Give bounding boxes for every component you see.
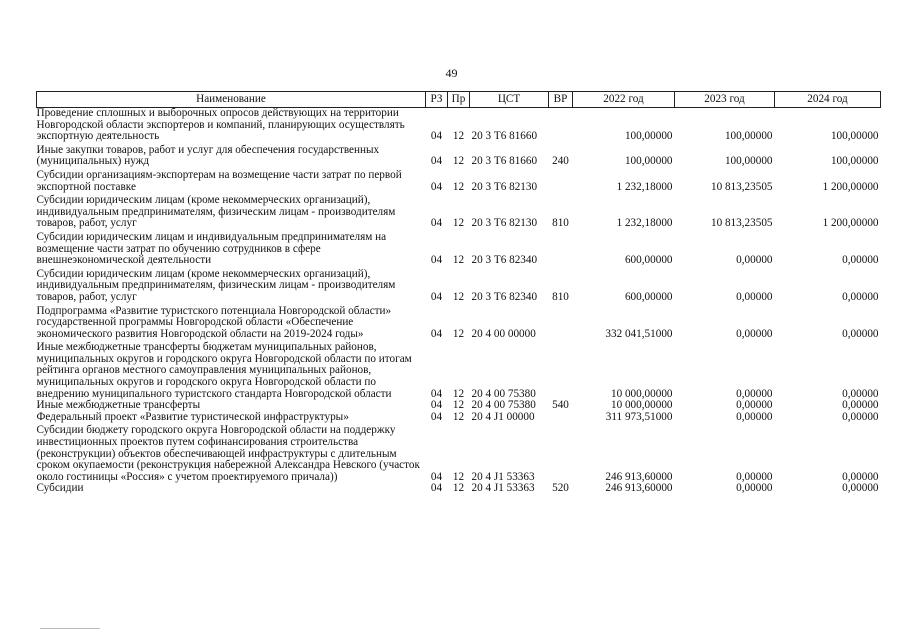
cell-vr: 520 bbox=[552, 482, 569, 495]
cell-cst: 20 3 Т6 82340 bbox=[471, 290, 538, 303]
cell-pr: 12 bbox=[452, 482, 465, 495]
cell-y2023: 10 813,23505 bbox=[710, 180, 773, 193]
cell-name: Субсидии организациям-экспортерам на возмещение части затрат по первой экспортной поставке bbox=[36, 168, 402, 193]
cell-rz: 04 bbox=[430, 155, 443, 168]
cell-rz: 04 bbox=[430, 327, 443, 340]
table-header-row bbox=[37, 92, 881, 108]
header-vr: ВР bbox=[549, 92, 573, 108]
table-row bbox=[37, 342, 881, 400]
budget-table bbox=[36, 91, 881, 495]
cell-y2022: 1 232,18000 bbox=[616, 217, 673, 230]
cell-y2022: 600,00000 bbox=[624, 290, 673, 303]
table-row bbox=[37, 108, 881, 145]
header-name: Наименование bbox=[37, 92, 426, 108]
cell-y2022: 100,00000 bbox=[624, 155, 673, 168]
cell-name: Подпрограмма «Развитие туристского потенциала Новгородской области» государственной программы Новгородской области «Обеспечение экономического развития Новгородской области на 2019-2024 годы» bbox=[36, 304, 392, 340]
cell-y2024: 0,00000 bbox=[842, 410, 879, 423]
cell-y2022: 10 000,00000 bbox=[610, 387, 673, 400]
cell-y2024: 100,00000 bbox=[830, 155, 879, 168]
cell-y2023: 0,00000 bbox=[736, 470, 773, 483]
cell-pr: 12 bbox=[452, 180, 465, 193]
cell-rz: 04 bbox=[430, 254, 443, 267]
cell-y2023: 10 813,23505 bbox=[710, 217, 773, 230]
cell-pr: 12 bbox=[452, 290, 465, 303]
cell-rz: 04 bbox=[430, 290, 443, 303]
table-row bbox=[37, 483, 881, 495]
cell-y2022: 100,00000 bbox=[624, 130, 673, 143]
footer-rule bbox=[40, 628, 100, 629]
cell-y2024: 0,00000 bbox=[842, 254, 879, 267]
cell-y2023: 0,00000 bbox=[736, 482, 773, 495]
cell-rz: 04 bbox=[430, 180, 443, 193]
cell-cst: 20 4 00 00000 bbox=[471, 327, 536, 340]
page-number: 49 bbox=[445, 66, 458, 80]
cell-rz: 04 bbox=[430, 387, 443, 400]
header-rz: РЗ bbox=[426, 92, 448, 108]
cell-vr bbox=[549, 170, 573, 195]
cell-rz: 04 bbox=[430, 410, 443, 423]
cell-y2024: 1 200,00000 bbox=[822, 217, 879, 230]
table-row bbox=[37, 145, 881, 170]
cell-y2022: 10 000,00000 bbox=[610, 399, 673, 412]
cell-y2024: 0,00000 bbox=[842, 387, 879, 400]
cell-y2023: 0,00000 bbox=[736, 399, 773, 412]
cell-vr: 540 bbox=[552, 399, 569, 412]
cell-vr bbox=[549, 232, 573, 269]
cell-name: Субсидии бюджету городского округа Новгородской области на поддержку инвестиционных проектов путем софинансирования строительства (реконструкции) объектов обеспечивающей инфраструктуры с длительным сроком окупаемости (реконструкция набережной Александра Невского (участок около гостиницы «Россия» с учетом проектируемого причала)) bbox=[36, 424, 420, 483]
cell-vr bbox=[549, 108, 573, 145]
cell-name: Иные межбюджетные трансферты бюджетам муниципальных районов, муниципальных округов и городского округа Новгородской области по итогам рейтинга органов местного самоуправления муниципальных районов, муниципальных округов и городского округа Новгородской области по внедрению муниципального туристского стандарта Новгородской области bbox=[36, 341, 412, 400]
cell-y2024: 100,00000 bbox=[830, 130, 879, 143]
cell-name: Субсидии юридическим лицам (кроме некоммерческих организаций), индивидуальным предпринимателям, физическим лицам - производителям товаров, работ, услуг bbox=[36, 194, 396, 230]
cell-name: Субсидии юридическим лицам и индивидуальным предпринимателям на возмещение части затрат по обучению сотрудников в сфере внешнеэкономической деятельности bbox=[36, 230, 387, 267]
table-row bbox=[37, 232, 881, 269]
cell-name: Федеральный проект «Развитие туристической инфраструктуры» bbox=[36, 410, 349, 423]
cell-y2023: 0,00000 bbox=[736, 410, 773, 423]
cell-vr: 810 bbox=[552, 290, 569, 303]
cell-pr: 12 bbox=[452, 130, 465, 143]
cell-vr bbox=[549, 412, 573, 426]
cell-y2024: 0,00000 bbox=[842, 482, 879, 495]
header-2024: 2024 год bbox=[775, 92, 881, 108]
cell-y2022: 311 973,51000 bbox=[605, 410, 673, 423]
cell-cst: 20 4 J1 53363 bbox=[471, 482, 535, 495]
cell-name: Проведение сплошных и выборочных опросов действующих на территории Новгородской области экспортеров и компаний, планирующих осуществлять экспортную деятельность bbox=[36, 107, 405, 143]
cell-y2022: 1 232,18000 bbox=[616, 180, 673, 193]
cell-y2023: 0,00000 bbox=[736, 254, 773, 267]
table-row bbox=[37, 195, 881, 232]
cell-pr: 12 bbox=[452, 155, 465, 168]
table-row bbox=[37, 170, 881, 195]
cell-cst: 20 4 00 75380 bbox=[471, 387, 536, 400]
cell-cst: 20 4 J1 00000 bbox=[471, 410, 535, 423]
cell-pr: 12 bbox=[452, 387, 465, 400]
header-2022: 2022 год bbox=[573, 92, 675, 108]
cell-rz: 04 bbox=[430, 217, 443, 230]
cell-pr: 12 bbox=[452, 470, 465, 483]
cell-y2023: 0,00000 bbox=[736, 387, 773, 400]
cell-y2022: 246 913,60000 bbox=[605, 482, 673, 495]
cell-pr: 12 bbox=[452, 217, 465, 230]
table-row bbox=[37, 269, 881, 306]
header-2023: 2023 год bbox=[675, 92, 775, 108]
cell-vr: 240 bbox=[552, 155, 569, 168]
cell-vr: 810 bbox=[552, 217, 569, 230]
cell-cst: 20 4 J1 53363 bbox=[471, 470, 535, 483]
cell-rz: 04 bbox=[430, 470, 443, 483]
cell-name: Иные межбюджетные трансферты bbox=[36, 399, 201, 412]
cell-rz: 04 bbox=[430, 399, 443, 412]
cell-cst: 20 3 Т6 82340 bbox=[471, 254, 538, 267]
cell-vr bbox=[549, 342, 573, 400]
cell-y2024: 1 200,00000 bbox=[822, 180, 879, 193]
cell-y2023: 100,00000 bbox=[724, 155, 773, 168]
cell-rz: 04 bbox=[430, 130, 443, 143]
cell-cst: 20 3 Т6 81660 bbox=[471, 155, 538, 168]
cell-y2024: 0,00000 bbox=[842, 327, 879, 340]
cell-pr: 12 bbox=[452, 254, 465, 267]
cell-y2022: 332 041,51000 bbox=[605, 327, 673, 340]
cell-y2024: 0,00000 bbox=[842, 470, 879, 483]
cell-cst: 20 4 00 75380 bbox=[471, 399, 536, 412]
cell-name: Иные закупки товаров, работ и услуг для обеспечения государственных (муниципальных) нужд bbox=[36, 143, 380, 168]
cell-y2024: 0,00000 bbox=[842, 399, 879, 412]
table-row bbox=[37, 425, 881, 483]
cell-y2023: 0,00000 bbox=[736, 290, 773, 303]
cell-name: Субсидии юридическим лицам (кроме некоммерческих организаций), индивидуальным предпринимателям, физическим лицам - производителям товаров, работ, услуг bbox=[36, 267, 396, 303]
cell-y2023: 0,00000 bbox=[736, 327, 773, 340]
cell-y2022: 600,00000 bbox=[624, 254, 673, 267]
cell-vr bbox=[549, 306, 573, 343]
cell-name: Субсидии bbox=[36, 482, 84, 495]
cell-pr: 12 bbox=[452, 410, 465, 423]
header-pr: Пр bbox=[448, 92, 470, 108]
header-cst: ЦСТ bbox=[470, 92, 549, 108]
cell-pr: 12 bbox=[452, 327, 465, 340]
table-row bbox=[37, 412, 881, 426]
table-row bbox=[37, 306, 881, 343]
cell-vr bbox=[549, 425, 573, 483]
cell-rz: 04 bbox=[430, 482, 443, 495]
cell-y2022: 246 913,60000 bbox=[605, 470, 673, 483]
cell-pr: 12 bbox=[452, 399, 465, 412]
cell-cst: 20 3 Т6 82130 bbox=[471, 217, 538, 230]
cell-y2024: 0,00000 bbox=[842, 290, 879, 303]
cell-cst: 20 3 Т6 81660 bbox=[471, 130, 538, 143]
cell-y2023: 100,00000 bbox=[724, 130, 773, 143]
cell-cst: 20 3 Т6 82130 bbox=[471, 180, 538, 193]
